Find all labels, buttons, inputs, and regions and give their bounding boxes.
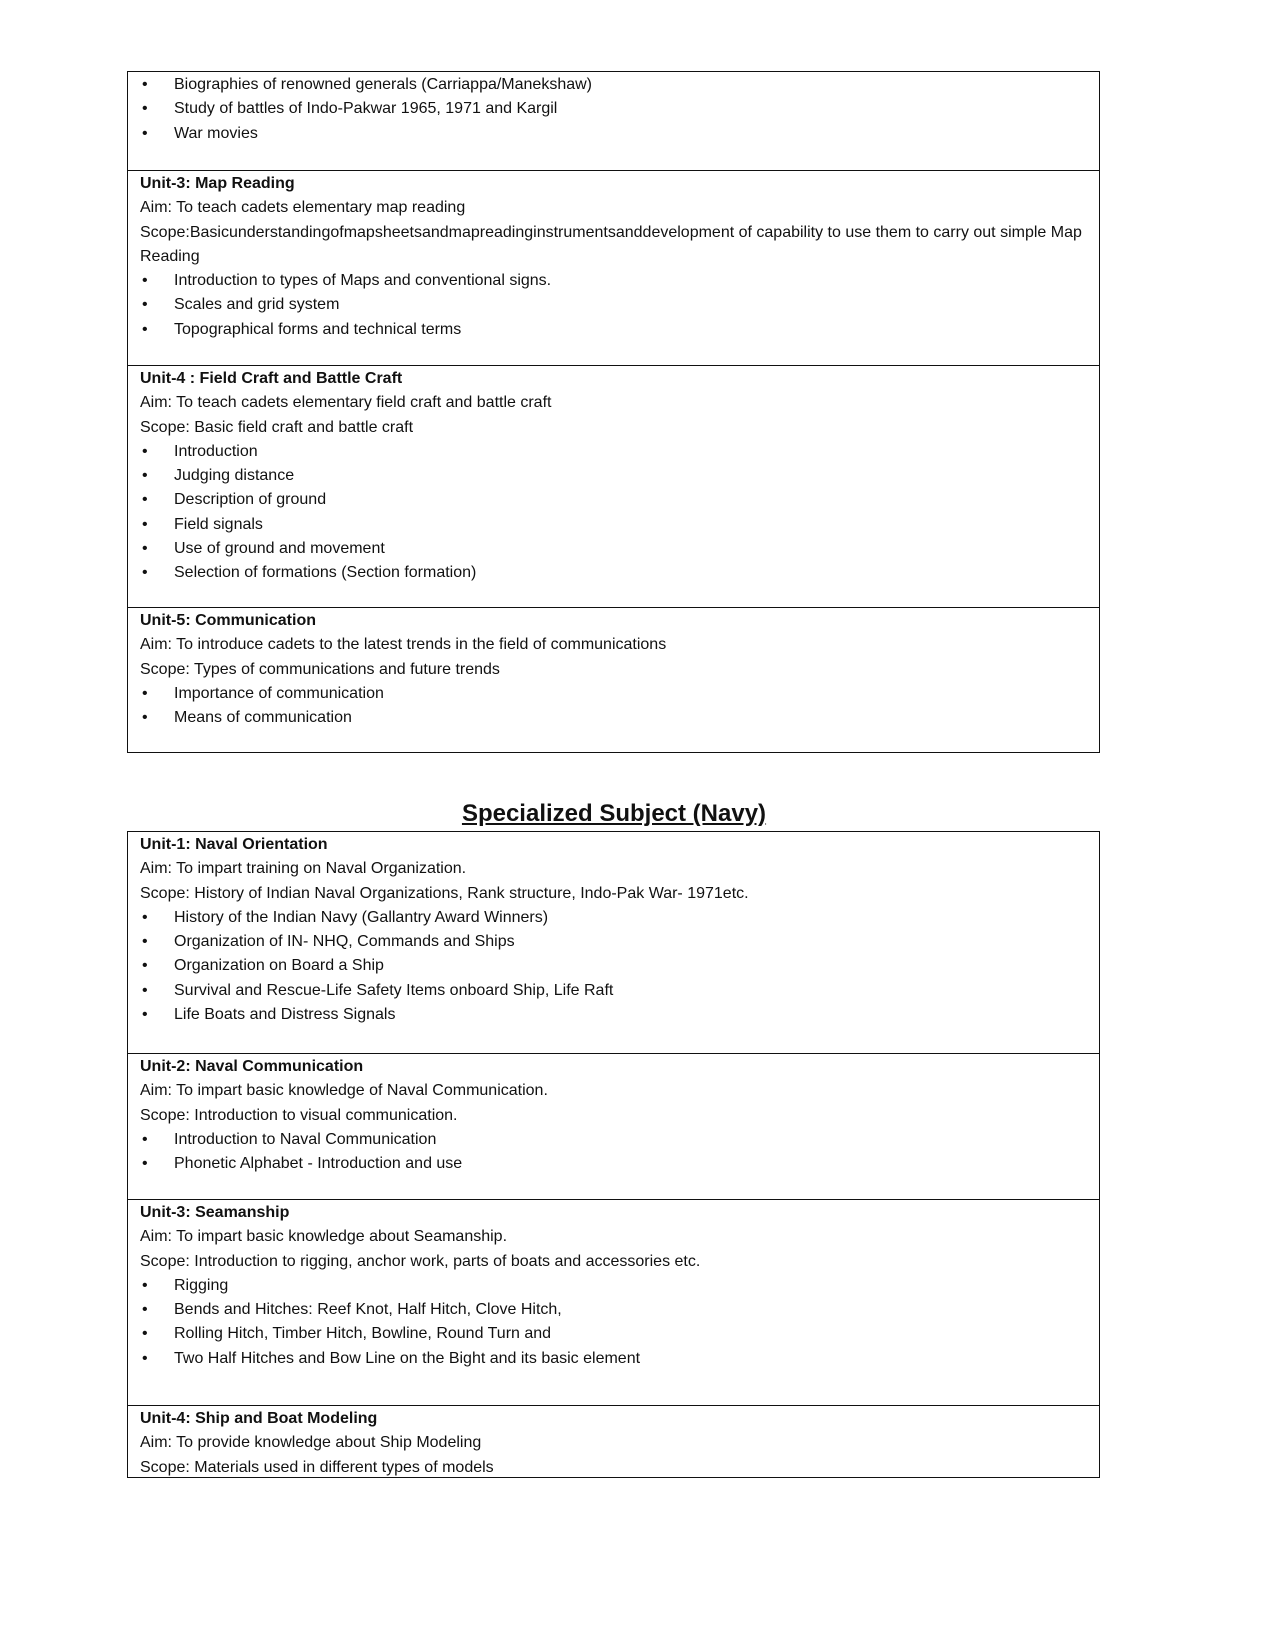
bullet-text: History of the Indian Navy (Gallantry Award Winners): [174, 908, 549, 926]
bullet-text: Rolling Hitch, Timber Hitch, Bowline, Round Turn and: [174, 1325, 552, 1343]
bullet-icon: •: [142, 1276, 148, 1294]
scope-text: Scope:Basicunderstandingofmapsheetsandmapreadinginstrumentsanddevelopment of capability to use them to carry out simple Map Reading: [140, 223, 1082, 265]
unit-section: [128, 170, 1099, 365]
bullet-item: [140, 1128, 1087, 1152]
unit-heading: Unit-4: Ship and Boat Modeling: [140, 1410, 378, 1427]
bullet-icon: •: [142, 564, 148, 582]
bullet-text: Topographical forms and technical terms: [174, 320, 462, 338]
bullet-text: Selection of formations (Section formation): [174, 564, 477, 582]
bullet-text: Field signals: [174, 515, 263, 533]
scope-text: Scope: Introduction to visual communication.: [140, 1106, 458, 1124]
bullet-text: Life Boats and Distress Signals: [174, 1006, 396, 1024]
aim-text: Aim: To introduce cadets to the latest trends in the field of communications: [140, 636, 667, 654]
bullet-item: [140, 122, 1087, 146]
bullet-text: Introduction to types of Maps and conventional signs.: [174, 272, 552, 290]
aim-text: Aim: To impart basic knowledge about Seamanship.: [140, 1228, 508, 1246]
bullet-icon: •: [142, 1349, 148, 1367]
bullet-text: Study of battles of Indo-Pakwar 1965, 1971 and Kargil: [174, 100, 558, 118]
bullet-item: [140, 73, 1087, 97]
bullet-item: [140, 706, 1087, 730]
bullet-item: [140, 1347, 1087, 1371]
bullet-text: Scales and grid system: [174, 296, 340, 314]
bullet-icon: •: [142, 957, 148, 975]
section-title: Specialized Subject (Navy): [461, 800, 767, 827]
bullet-icon: •: [142, 442, 148, 460]
bullet-text: Organization on Board a Ship: [174, 957, 384, 975]
bullet-item: [140, 906, 1087, 930]
scope-text: Scope: History of Indian Naval Organizations, Rank structure, Indo-Pak War- 1971etc.: [140, 884, 749, 902]
bullet-icon: •: [142, 1155, 148, 1173]
bullet-item: [140, 930, 1087, 954]
bullet-item: [140, 682, 1087, 706]
bullet-item: [140, 537, 1087, 561]
aim-text: Aim: To teach cadets elementary field craft and battle craft: [140, 394, 552, 412]
bullet-item: [140, 1298, 1087, 1322]
navy-syllabus-table: [127, 831, 1100, 1478]
bullet-icon: •: [142, 272, 148, 290]
bullet-text: Survival and Rescue-Life Safety Items onboard Ship, Life Raft: [174, 981, 614, 999]
unit-section: [128, 1405, 1099, 1477]
bullet-text: Rigging: [174, 1276, 229, 1294]
bullet-icon: •: [142, 908, 148, 926]
bullet-text: Judging distance: [174, 467, 295, 485]
bullet-icon: •: [142, 320, 148, 338]
bullet-icon: •: [142, 933, 148, 951]
bullet-text: Organization of IN- NHQ, Commands and Ships: [174, 933, 515, 951]
scope-text: Scope: Basic field craft and battle craft: [140, 418, 414, 436]
aim-text: Aim: To impart training on Naval Organization.: [140, 860, 467, 878]
bullet-text: Phonetic Alphabet - Introduction and use: [174, 1155, 463, 1173]
aim-text: Aim: To provide knowledge about Ship Modeling: [140, 1434, 482, 1452]
bullet-icon: •: [142, 491, 148, 509]
bullet-text: Two Half Hitches and Bow Line on the Bight and its basic element: [174, 1349, 641, 1367]
bullet-icon: •: [142, 981, 148, 999]
bullet-text: Introduction: [174, 442, 258, 460]
bullet-item: [140, 1003, 1087, 1027]
bullet-icon: •: [142, 1325, 148, 1343]
bullet-text: Use of ground and movement: [174, 540, 385, 558]
bullet-item: [140, 954, 1087, 978]
unit-heading: Unit-2: Naval Communication: [140, 1058, 364, 1075]
bullet-item: [140, 293, 1087, 317]
bullet-icon: •: [142, 709, 148, 727]
bullet-icon: •: [142, 1301, 148, 1319]
bullet-item: [140, 464, 1087, 488]
bullet-text: Means of communication: [174, 709, 352, 727]
bullet-text: Bends and Hitches: Reef Knot, Half Hitch, Clove Hitch,: [174, 1301, 562, 1319]
unit-section: [128, 832, 1099, 1053]
unit-heading: Unit-3: Map Reading: [140, 175, 295, 192]
bullet-item: [140, 1274, 1087, 1298]
scope-text: Scope: Types of communications and future trends: [140, 660, 500, 678]
bullet-text: War movies: [174, 124, 258, 142]
scope-text: Scope: Materials used in different types of models: [140, 1458, 494, 1476]
bullet-item: [140, 1322, 1087, 1346]
bullet-icon: •: [142, 100, 148, 118]
bullet-icon: •: [142, 296, 148, 314]
bullet-item: [140, 488, 1087, 512]
scope-text: Scope: Introduction to rigging, anchor work, parts of boats and accessories etc.: [140, 1252, 701, 1270]
bullet-icon: •: [142, 540, 148, 558]
unit-heading: Unit-5: Communication: [140, 612, 316, 629]
bullet-item: [140, 440, 1087, 464]
bullet-icon: •: [142, 684, 148, 702]
bullet-item: [140, 979, 1087, 1003]
unit-section: [128, 1053, 1099, 1199]
bullet-text: Biographies of renowned generals (Carriappa/Manekshaw): [174, 76, 593, 93]
army-syllabus-table: [127, 71, 1100, 753]
bullet-text: Introduction to Naval Communication: [174, 1130, 437, 1148]
bullet-icon: •: [142, 515, 148, 533]
bullet-text: Description of ground: [174, 491, 327, 509]
bullet-text: Importance of communication: [174, 684, 384, 702]
bullet-icon: •: [142, 1006, 148, 1024]
bullet-icon: •: [142, 76, 148, 93]
unit-section: [128, 607, 1099, 752]
unit-section: [128, 365, 1099, 607]
aim-text: Aim: To impart basic knowledge of Naval Communication.: [140, 1082, 548, 1100]
bullet-item: [140, 318, 1087, 342]
bullet-item: [140, 1152, 1087, 1176]
unit-heading: Unit-3: Seamanship: [140, 1204, 290, 1221]
unit-section: [128, 72, 1099, 170]
bullet-item: [140, 561, 1087, 585]
unit-section: [128, 1199, 1099, 1405]
aim-text: Aim: To teach cadets elementary map reading: [140, 199, 466, 217]
bullet-item: [140, 269, 1087, 293]
unit-heading: Unit-4 : Field Craft and Battle Craft: [140, 370, 403, 387]
unit-heading: Unit-1: Naval Orientation: [140, 836, 328, 853]
bullet-item: [140, 97, 1087, 121]
bullet-item: [140, 513, 1087, 537]
bullet-icon: •: [142, 467, 148, 485]
bullet-icon: •: [142, 1130, 148, 1148]
bullet-icon: •: [142, 124, 148, 142]
